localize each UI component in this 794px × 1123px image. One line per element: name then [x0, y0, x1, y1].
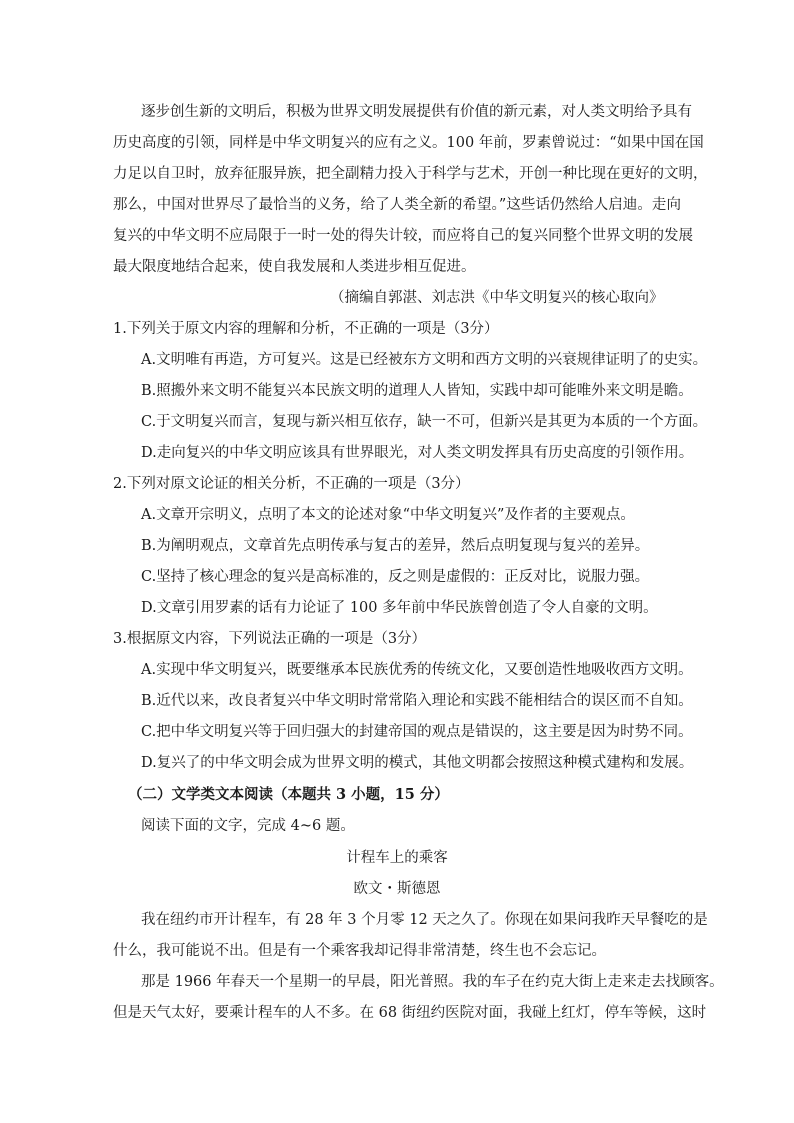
answer-option: B.为阐明观点，文章首先点明传承与复古的差异，然后点明复现与复兴的差异。: [141, 538, 650, 554]
passage-line: 复兴的中华文明不应局限于一时一处的得失计较，而应将自己的复兴同整个世界文明的发展: [113, 228, 693, 244]
story-line: 我在纽约市开计程车，有 28 年 3 个月零 12 天之久了。你现在如果问我昨天早餐吃的是: [141, 912, 708, 928]
story-line: 那是 1966 年春天一个星期一的早晨，阳光普照。我的车子在约克大街上走来走去找顾客。: [141, 974, 724, 990]
answer-option: C.坚持了核心理念的复兴是高标准的，反之则是虚假的：正反对比，说服力强。: [141, 569, 650, 585]
passage-line: 历史高度的引领，同样是中华文明复兴的应有之义。100 年前，罗素曾说过：“如果中国在国: [113, 135, 704, 151]
question-stem: 1.下列关于原文内容的理解和分析，不正确的一项是（3分）: [113, 321, 499, 337]
passage-line: 那么，中国对世界尽了最恰当的义务，给了人类全新的希望。”这些话仍然给人启迪。走向: [113, 197, 681, 213]
answer-option: B.近代以来，改良者复兴中华文明时常常陷入理论和实践不能相结合的误区而不自知。: [141, 693, 693, 709]
passage-line: 最大限度地结合起来，使自我发展和人类进步相互促进。: [113, 259, 476, 275]
story-title: 计程车上的乘客: [346, 850, 448, 866]
story-line: 什么，我可能说不出。但是有一个乘客我却记得非常清楚，终生也不会忘记。: [113, 943, 606, 959]
answer-option: C.把中华文明复兴等于回归强大的封建帝国的观点是错误的，这主要是因为时势不同。: [141, 724, 693, 740]
story-line: 但是天气太好，要乘计程车的人不多。在 68 街纽约医院对面，我碰上红灯，停车等候，这时: [113, 1005, 707, 1021]
section-heading: （二）文学类文本阅读（本题共 3 小题，15 分）: [128, 786, 449, 803]
question-stem: 3.根据原文内容，下列说法正确的一项是（3分）: [113, 631, 427, 647]
answer-option: A.文章开宗明义，点明了本文的论述对象“中华文明复兴”及作者的主要观点。: [141, 507, 635, 523]
answer-option: A.文明唯有再造，方可复兴。这是已经被东方文明和西方文明的兴衰规律证明了的史实。: [141, 352, 708, 368]
answer-option: B.照搬外来文明不能复兴本民族文明的道理人人皆知，实践中却可能唯外来文明是瞻。: [141, 383, 693, 399]
section-instruction: 阅读下面的文字，完成 4~6 题。: [141, 818, 355, 834]
passage-line: 力足以自卫时，放弃征服异族，把全副精力投入于科学与艺术，开创一种比现在更好的文明，: [113, 166, 708, 182]
passage-source: （摘编自郭湛、刘志洪《中华文明复兴的核心取向》: [330, 290, 664, 306]
passage-line: 逐步创生新的文明后，积极为世界文明发展提供有价值的新元素，对人类文明给予具有: [141, 104, 692, 120]
answer-option: C.于文明复兴而言，复现与新兴相互依存，缺一不可，但新兴是其更为本质的一个方面。: [141, 414, 708, 430]
answer-option: D.走向复兴的中华文明应该具有世界眼光，对人类文明发挥具有历史高度的引领作用。: [141, 445, 694, 461]
answer-option: D.复兴了的中华文明会成为世界文明的模式，其他文明都会按照这种模式建构和发展。: [141, 755, 694, 771]
answer-option: A.实现中华文明复兴，既要继承本民族优秀的传统文化，又要创造性地吸收西方文明。: [141, 662, 693, 678]
answer-option: D.文章引用罗素的话有力论证了 100 多年前中华民族曾创造了令人自豪的文明。: [141, 600, 658, 616]
question-stem: 2.下列对原文论证的相关分析，不正确的一项是（3分）: [113, 476, 470, 492]
story-author: 欧文・斯德恩: [353, 881, 441, 897]
